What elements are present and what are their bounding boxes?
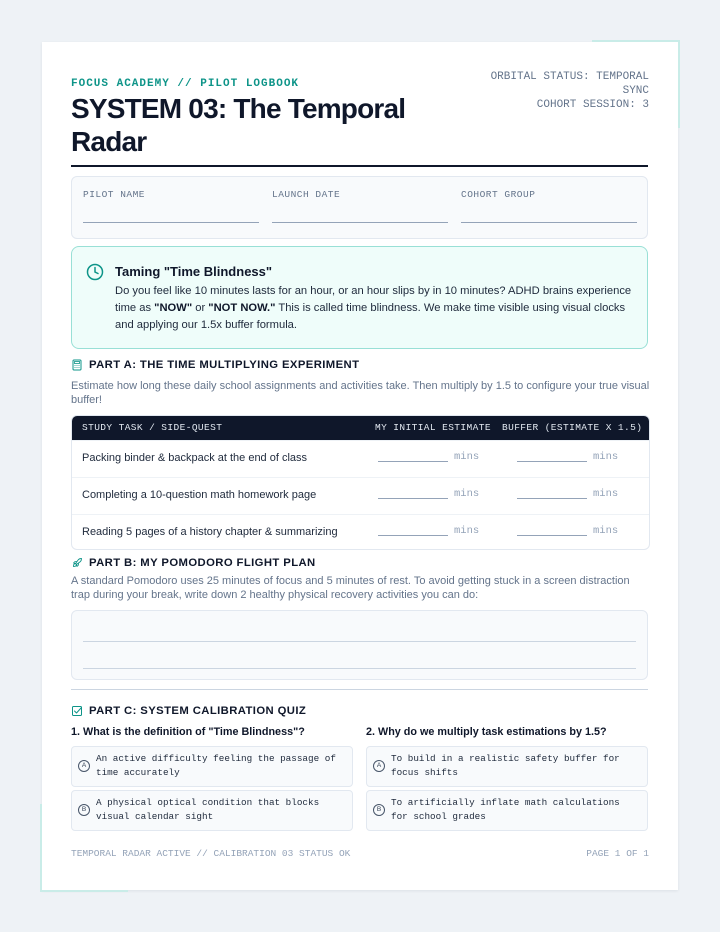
recovery-line-2[interactable]	[83, 668, 636, 669]
page-title: SYSTEM 03: The Temporal Radar	[71, 93, 406, 157]
buffer-unit: mins	[593, 451, 619, 463]
column-header-task: STUDY TASK / SIDE-QUEST	[82, 422, 223, 433]
status-line-2: SYNC	[622, 85, 649, 97]
option-badge: B	[78, 804, 90, 816]
calculator-icon	[71, 359, 83, 371]
buffer-blank[interactable]	[517, 498, 587, 499]
estimate-unit: mins	[454, 525, 480, 537]
rocket-icon	[71, 557, 83, 569]
page-number: PAGE 1 OF 1	[586, 848, 649, 859]
part-c-title: PART C: SYSTEM CALIBRATION QUIZ	[89, 705, 307, 717]
option-text: A physical optical condition that blocks visual calendar sight	[96, 797, 320, 822]
buffer-blank[interactable]	[517, 535, 587, 536]
worksheet-page	[42, 42, 678, 890]
task-label: Packing binder & backpack at the end of class	[82, 452, 308, 464]
callout-title: Taming "Time Blindness"	[115, 264, 273, 279]
pilot-name-line[interactable]	[83, 222, 259, 223]
part-a-title: PART A: THE TIME MULTIPLYING EXPERIMENT	[89, 359, 360, 371]
column-header-buffer: BUFFER (ESTIMATE X 1.5)	[502, 422, 643, 433]
launch-date-label: LAUNCH DATE	[272, 189, 341, 200]
table-header	[72, 416, 649, 440]
part-a-heading	[71, 359, 359, 371]
estimate-unit: mins	[454, 488, 480, 500]
header-divider	[71, 165, 648, 167]
cohort-group-label: COHORT GROUP	[461, 189, 536, 200]
option-badge: B	[373, 804, 385, 816]
time-estimate-table	[71, 415, 650, 550]
table-row	[72, 514, 649, 550]
buffer-unit: mins	[593, 525, 619, 537]
cohort-group-field[interactable]	[461, 189, 637, 223]
section-divider	[71, 689, 648, 690]
part-c-heading	[71, 705, 306, 717]
table-row	[72, 477, 649, 514]
estimate-blank[interactable]	[378, 535, 448, 536]
task-label: Completing a 10-question math homework page	[82, 489, 317, 501]
header-kicker: FOCUS ACADEMY // PILOT LOGBOOK	[71, 78, 300, 90]
estimate-blank[interactable]	[378, 461, 448, 462]
recovery-line-1[interactable]	[83, 641, 636, 642]
clock-icon	[86, 263, 104, 281]
pilot-name-field[interactable]	[83, 189, 259, 223]
time-blindness-callout	[71, 246, 648, 349]
cohort-group-line[interactable]	[461, 222, 637, 223]
table-row	[72, 440, 649, 477]
launch-date-field[interactable]	[272, 189, 448, 223]
callout-now: "NOW"	[154, 302, 193, 315]
estimate-blank[interactable]	[378, 498, 448, 499]
option-text: To build in a realistic safety buffer for focus shifts	[391, 753, 620, 778]
task-label: Reading 5 pages of a history chapter & summarizing	[82, 526, 338, 538]
buffer-blank[interactable]	[517, 461, 587, 462]
option-text: To artificially inflate math calculations for school grades	[391, 797, 620, 822]
pilot-name-label: PILOT NAME	[83, 189, 146, 200]
question-1-option-a[interactable]	[71, 746, 353, 787]
option-badge: A	[78, 760, 90, 772]
option-badge: A	[373, 760, 385, 772]
part-b-heading	[71, 557, 316, 569]
question-1-title: 1. What is the definition of "Time Blindness"?	[71, 726, 305, 738]
part-b-description: A standard Pomodoro uses 25 minutes of focus and 5 minutes of rest. To avoid getting stuck in a screen distraction trap during your break, write down 2 healthy physical recovery activities you can do:	[71, 575, 630, 601]
recovery-activities-box[interactable]	[71, 610, 648, 680]
status-line-3: COHORT SESSION: 3	[536, 99, 649, 111]
checkbox-icon	[71, 705, 83, 717]
estimate-unit: mins	[454, 451, 480, 463]
callout-text-part-1: Do you feel like 10 minutes lasts for an hour, or an hour slips by in 10 minutes? ADHD brains experience time as	[115, 285, 632, 315]
launch-date-line[interactable]	[272, 222, 448, 223]
callout-text-part-2: or	[192, 302, 209, 315]
part-b-title: PART B: MY POMODORO FLIGHT PLAN	[89, 557, 316, 569]
question-1-option-b[interactable]	[71, 790, 353, 831]
question-2-option-a[interactable]	[366, 746, 648, 787]
pilot-info-fields	[71, 176, 648, 239]
column-header-estimate: MY INITIAL ESTIMATE	[375, 422, 491, 433]
status-line-1: ORBITAL STATUS: TEMPORAL	[490, 71, 649, 83]
question-2-option-b[interactable]	[366, 790, 648, 831]
callout-not-now: "NOT NOW."	[208, 302, 276, 315]
callout-text-part-3: This is called time blindness. We make time visible using visual clocks and applying our 1.5x buffer formula.	[115, 302, 626, 332]
option-text: An active difficulty feeling the passage of time accurately	[96, 753, 336, 778]
question-2-title: 2. Why do we multiply task estimations by 1.5?	[366, 726, 607, 738]
footer-status: TEMPORAL RADAR ACTIVE // CALIBRATION 03 STATUS OK	[71, 848, 351, 859]
buffer-unit: mins	[593, 488, 619, 500]
part-a-description: Estimate how long these daily school assignments and activities take. Then multiply by 1.5 to configure your true visual buffer!	[71, 380, 650, 406]
callout-text	[115, 283, 635, 335]
orbital-status	[459, 70, 649, 112]
